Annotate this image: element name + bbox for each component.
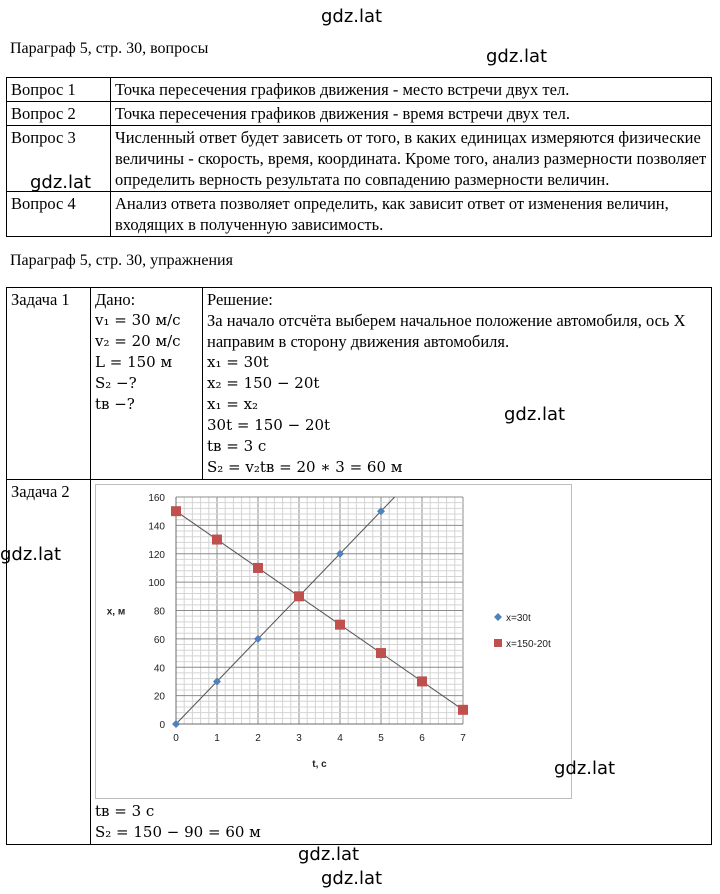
solution-title: Решение: [207, 290, 273, 309]
question-answer: Численный ответ будет зависеть от того, в каких единицах измеряются физические величины - скорость, время, координата. Кроме того, анализ размерности позволяет определить верность результата по совпадению размерности величин. [111, 126, 712, 192]
solution-step: x₁ = 30t [207, 353, 269, 371]
y-tick-label: 80 [153, 606, 165, 618]
watermark-bottom: gdz.lat [298, 844, 360, 865]
legend-marker-x30t [494, 613, 502, 621]
question-row [7, 102, 712, 126]
question-label: Вопрос 3 [7, 126, 111, 192]
given-item: v₁ = 30 м/с [95, 311, 181, 329]
task1-label: Задача 1 [7, 288, 91, 480]
watermark-task2-left: gdz.lat [0, 544, 62, 565]
question-row [7, 192, 712, 237]
task2-row [7, 480, 712, 845]
given-item: L = 150 м [95, 353, 173, 371]
solution-step: x₂ = 150 − 20t [207, 374, 320, 392]
task1-given [91, 288, 203, 480]
question-row [7, 126, 712, 192]
legend-marker-x150-20t [494, 639, 502, 647]
question-label: Вопрос 2 [7, 102, 111, 126]
data-point-x150-20t [376, 648, 386, 658]
data-point-x150-20t [212, 535, 222, 545]
questions-table [6, 77, 712, 237]
x-tick-label: 7 [460, 733, 466, 744]
x-tick-label: 1 [214, 733, 220, 744]
y-tick-label: 140 [148, 521, 165, 533]
watermark-upper-right: gdz.lat [486, 46, 548, 67]
given-item: tв −? [95, 395, 135, 413]
question-row [7, 78, 712, 102]
y-tick-label: 0 [159, 720, 165, 731]
x-axis-label: t, c [312, 759, 327, 770]
y-tick-label: 20 [153, 691, 165, 703]
data-point-x150-20t [458, 705, 468, 715]
data-point-x150-20t [417, 676, 427, 686]
legend-label-x30t: x=30t [506, 613, 531, 624]
data-point-x150-20t [171, 506, 181, 516]
watermark-chart-right: gdz.lat [554, 758, 616, 779]
x-tick-label: 3 [296, 733, 302, 744]
question-label: Вопрос 1 [7, 78, 111, 102]
y-tick-label: 40 [153, 663, 165, 675]
data-point-x150-20t [335, 620, 345, 630]
task1-row [7, 288, 712, 480]
watermark-task1: gdz.lat [504, 404, 566, 425]
task1-solution [203, 288, 712, 480]
x-tick-label: 5 [378, 733, 384, 744]
solution-step: x₁ = x₂ [207, 395, 259, 413]
task2-content [91, 480, 712, 845]
heading-exercises: Параграф 5, стр. 30, упражнения [10, 252, 233, 269]
chart-frame [95, 484, 572, 799]
given-item: S₂ −? [95, 374, 137, 392]
solution-step: tв = 3 с [207, 437, 267, 455]
y-tick-label: 100 [148, 578, 165, 590]
data-point-x150-20t [253, 563, 263, 573]
x-tick-label: 0 [173, 733, 179, 744]
watermark-question3: gdz.lat [30, 172, 92, 193]
question-answer: Точка пересечения графиков движения - место встречи двух тел. [111, 78, 712, 102]
x-tick-label: 6 [419, 733, 425, 744]
question-answer: Анализ ответа позволяет определить, как зависит ответ от изменения величин, входящих в полученную зависимость. [111, 192, 712, 237]
question-label: Вопрос 4 [7, 192, 111, 237]
data-point-x150-20t [294, 591, 304, 601]
y-tick-label: 120 [148, 549, 165, 561]
watermark-footer: gdz.lat [321, 868, 383, 889]
task2-answer: S₂ = 150 − 90 = 60 м [95, 823, 261, 841]
task2-label: Задача 2 [7, 480, 91, 845]
y-axis-label: x, м [106, 606, 126, 618]
x-tick-label: 2 [255, 733, 261, 744]
task2-answer: tв = 3 с [95, 802, 155, 820]
solution-step: 30t = 150 − 20t [207, 416, 331, 434]
given-title: Дано: [95, 290, 136, 309]
watermark-top: gdz.lat [321, 6, 383, 27]
heading-questions: Параграф 5, стр. 30, вопросы [10, 40, 209, 57]
y-tick-label: 60 [153, 634, 165, 646]
y-tick-label: 160 [148, 493, 165, 504]
x-tick-label: 4 [337, 733, 343, 744]
legend-label-x150-20t: x=150-20t [506, 639, 551, 650]
question-answer: Точка пересечения графиков движения - время встречи двух тел. [111, 102, 712, 126]
solution-step: S₂ = v₂tв = 20 ∗ 3 = 60 м [207, 458, 403, 476]
solution-text: За начало отсчёта выберем начальное положение автомобиля, ось X направим в сторону движения автомобиля. [207, 311, 686, 351]
motion-chart [96, 485, 571, 798]
given-item: v₂ = 20 м/с [95, 332, 181, 350]
